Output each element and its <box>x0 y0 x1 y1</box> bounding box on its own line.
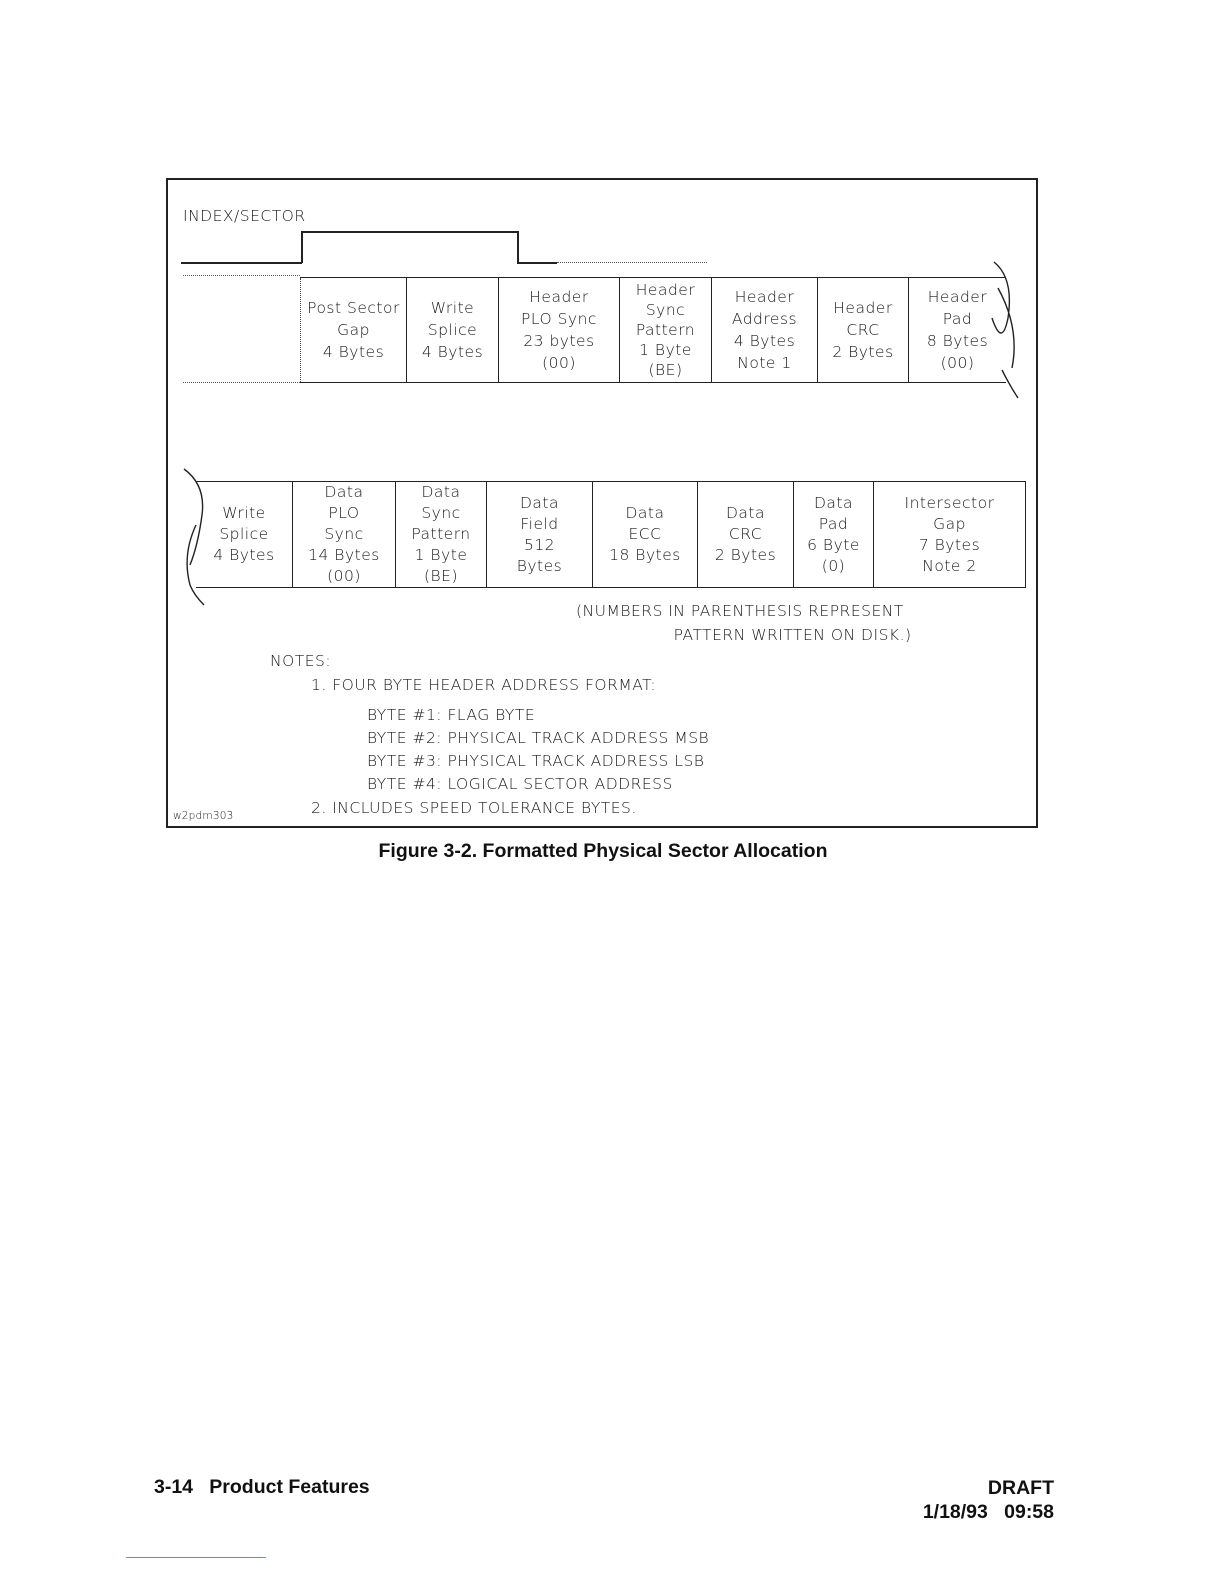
header-field-pad: Header Pad 8 Bytes (00) <box>909 278 1007 383</box>
data-field-pad: Data Pad 6 Byte (0) <box>794 482 874 588</box>
byte-format-line: BYTE #1: FLAG BYTE <box>367 706 536 724</box>
drawing-file-id: w2pdm303 <box>173 810 234 822</box>
note-1: 1. FOUR BYTE HEADER ADDRESS FORMAT: <box>311 676 657 694</box>
footer-page-section: 3-14 Product Features <box>154 1476 370 1498</box>
data-field-crc: Data CRC 2 Bytes <box>698 482 794 588</box>
footer-rule <box>126 1557 266 1558</box>
footer-draft-stamp <box>923 1476 1054 1524</box>
data-field-ecc: Data ECC 18 Bytes <box>593 482 698 588</box>
data-field-field: Data Field 512 Bytes <box>487 482 593 588</box>
pattern-note: (NUMBERS IN PARENTHESIS REPRESENT PATTERN WRITTEN ON DISK.) <box>576 602 912 644</box>
byte-format-line: BYTE #2: PHYSICAL TRACK ADDRESS MSB <box>367 729 710 747</box>
figure-caption: Figure 3-2. Formatted Physical Sector Allocation <box>378 840 828 862</box>
header-field-plo-sync: Header PLO Sync 23 bytes (00) <box>499 278 620 383</box>
header-field-post-sector-gap: Post Sector Gap 4 Bytes <box>301 278 407 383</box>
notes-heading: NOTES: <box>270 652 332 670</box>
draft-label: DRAFT <box>987 1477 1054 1499</box>
header-field-table <box>300 277 1006 383</box>
data-field-sync-pattern: Data Sync Pattern 1 Byte (BE) <box>396 482 487 588</box>
data-field-intersector-gap: Intersector Gap 7 Bytes Note 2 <box>874 482 1026 588</box>
header-field-write-splice: Write Splice 4 Bytes <box>407 278 499 383</box>
header-field-address: Header Address 4 Bytes Note 1 <box>712 278 818 383</box>
data-field-plo-sync: Data PLO Sync 14 Bytes (00) <box>293 482 396 588</box>
data-field-table <box>196 481 1026 588</box>
header-field-crc: Header CRC 2 Bytes <box>818 278 909 383</box>
byte-format-line: BYTE #4: LOGICAL SECTOR ADDRESS <box>367 775 673 793</box>
header-field-sync-pattern: Header Sync Pattern 1 Byte (BE) <box>620 278 712 383</box>
index-sector-label: INDEX/SECTOR <box>183 207 306 225</box>
data-field-write-splice: Write Splice 4 Bytes <box>196 482 293 588</box>
byte-format-line: BYTE #3: PHYSICAL TRACK ADDRESS LSB <box>367 752 705 770</box>
draft-timestamp: 1/18/93 09:58 <box>922 1501 1054 1523</box>
note-2: 2. INCLUDES SPEED TOLERANCE BYTES. <box>311 799 637 817</box>
